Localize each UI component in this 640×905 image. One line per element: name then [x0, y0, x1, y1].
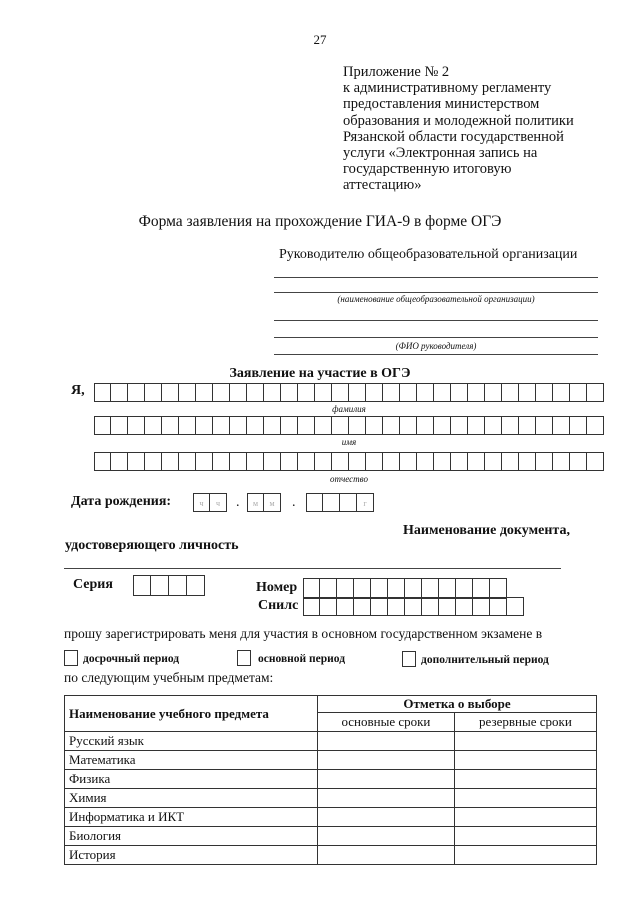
subject-name: Математика: [65, 751, 318, 770]
org-name-caption: (наименование общеобразовательной организации): [337, 294, 535, 304]
birth-date-label: [71, 494, 171, 510]
month-hint-1: м: [247, 493, 264, 512]
addressee-heading: Руководителю общеобразовательной организации: [279, 247, 578, 262]
patronymic-caption: отчество: [330, 474, 368, 484]
birth-month-cells[interactable]: [247, 493, 281, 512]
day-hint-2: ч: [210, 493, 227, 512]
page-number: 27: [313, 32, 327, 47]
reserve-term-cell[interactable]: [454, 808, 596, 827]
number-cells[interactable]: [303, 578, 507, 599]
appendix-line: образования и молодежной политики: [343, 112, 574, 129]
reserve-term-cell[interactable]: [454, 732, 596, 751]
day-hint-1: ч: [193, 493, 210, 512]
early-period-checkbox[interactable]: [64, 650, 78, 666]
choice-column-header: Отметка о выборе: [318, 696, 597, 713]
ya-label: Я,: [71, 383, 85, 398]
table-row: [65, 846, 597, 865]
appendix-line: Рязанской области государственной: [343, 128, 564, 145]
year-hint: г: [357, 493, 374, 512]
document-label-2: удостоверяющего личность: [65, 538, 239, 553]
number-label: Номер: [256, 580, 298, 595]
table-row: [65, 732, 597, 751]
appendix-line: аттестацию»: [343, 177, 422, 194]
table-row: [65, 751, 597, 770]
main-term-cell[interactable]: [318, 846, 455, 865]
birth-day-cells[interactable]: [193, 493, 227, 512]
head-name-caption: (ФИО руководителя): [395, 341, 477, 351]
snils-cells[interactable]: [303, 597, 524, 616]
subjects-intro: по следующим учебным предметам:: [64, 670, 274, 685]
table-row: [65, 827, 597, 846]
org-name-line-2[interactable]: [274, 292, 598, 293]
birth-date-label-text: Дата рождения: [71, 494, 167, 509]
subject-name: История: [65, 846, 318, 865]
snils-label: Снилс: [258, 598, 299, 613]
main-term-cell[interactable]: [318, 732, 455, 751]
main-term-cell[interactable]: [318, 789, 455, 808]
patronymic-cells[interactable]: [94, 452, 604, 471]
subject-name: Биология: [65, 827, 318, 846]
reserve-term-cell[interactable]: [454, 751, 596, 770]
name-caption: имя: [341, 437, 357, 447]
main-terms-header: основные сроки: [318, 713, 455, 732]
main-term-cell[interactable]: [318, 808, 455, 827]
request-text: прошу зарегистрировать меня для участия в основном государственном экзамене в: [64, 626, 543, 641]
appendix-line: государственную итоговую: [343, 161, 512, 178]
subjects-table: [64, 695, 597, 865]
head-name-line-3[interactable]: [274, 354, 598, 355]
main-period-label: основной период: [258, 653, 346, 665]
appendix-line: услуги «Электронная запись на: [343, 145, 538, 162]
subject-column-header: Наименование учебного предмета: [65, 696, 318, 732]
reserve-term-cell[interactable]: [454, 827, 596, 846]
name-cells[interactable]: [94, 416, 604, 435]
early-period-label: досрочный период: [83, 653, 180, 665]
org-name-line-1[interactable]: [274, 277, 598, 278]
series-label: Серия: [73, 577, 113, 592]
application-title: Заявление на участие в ОГЭ: [229, 366, 411, 381]
table-row: [65, 789, 597, 808]
reserve-terms-header: резервные сроки: [454, 713, 596, 732]
birth-year-cells[interactable]: [306, 493, 374, 512]
appendix-line: предоставления министерством: [343, 96, 540, 113]
surname-caption: фамилия: [332, 404, 366, 414]
additional-period-label: дополнительный период: [421, 654, 549, 666]
document-name-line[interactable]: [64, 568, 561, 569]
reserve-term-cell[interactable]: [454, 846, 596, 865]
appendix-line: Приложение № 2: [343, 64, 450, 80]
birth-date-colon: :: [166, 494, 172, 509]
appendix-note: [343, 64, 613, 194]
document-label-1: Наименование документа,: [403, 523, 570, 538]
month-hint-2: м: [264, 493, 281, 512]
form-title: Форма заявления на прохождение ГИА-9 в форме ОГЭ: [138, 213, 502, 230]
table-row: [65, 770, 597, 789]
subject-name: Химия: [65, 789, 318, 808]
main-term-cell[interactable]: [318, 827, 455, 846]
subject-name: Физика: [65, 770, 318, 789]
subject-name: Русский язык: [65, 732, 318, 751]
reserve-term-cell[interactable]: [454, 789, 596, 808]
appendix-line: к административному регламенту: [343, 80, 552, 97]
additional-period-checkbox[interactable]: [402, 651, 416, 667]
table-row: [65, 808, 597, 827]
date-separator-1: .: [236, 495, 240, 510]
main-term-cell[interactable]: [318, 751, 455, 770]
date-separator-2: .: [292, 495, 296, 510]
surname-cells[interactable]: [94, 383, 604, 402]
head-name-line-2[interactable]: [274, 337, 598, 338]
reserve-term-cell[interactable]: [454, 770, 596, 789]
head-name-line-1[interactable]: [274, 320, 598, 321]
series-cells[interactable]: [133, 575, 205, 596]
subject-name: Информатика и ИКТ: [65, 808, 318, 827]
main-term-cell[interactable]: [318, 770, 455, 789]
main-period-checkbox[interactable]: [237, 650, 251, 666]
